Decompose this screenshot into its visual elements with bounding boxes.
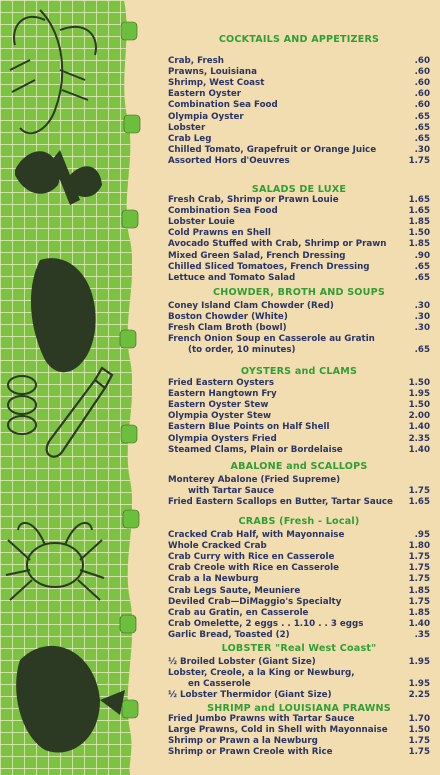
menu-item-name: Mixed Green Salad, French Dressing [168, 250, 346, 261]
section-heading-shrimp: SHRIMP and LOUISIANA PRAWNS [207, 703, 391, 714]
menu-item-price: 1.65 [408, 195, 430, 205]
menu-item-name: ½ Broiled Lobster (Giant Size) [168, 657, 316, 667]
menu-item-price: .60 [414, 67, 430, 78]
menu-item-price: 2.25 [408, 690, 430, 701]
menu-item-price: 1.85 [408, 239, 430, 250]
menu-item-price: 1.80 [408, 541, 430, 552]
menu-item-name: Coney Island Clam Chowder (Red) [168, 301, 334, 311]
menu-item [168, 217, 430, 228]
menu-item-name: Fresh Crab, Shrimp or Prawn Louie [168, 195, 339, 205]
menu-item-name: French Onion Soup en Casserole au Gratin [168, 334, 375, 345]
menu-item [168, 123, 430, 134]
menu-item [168, 195, 430, 206]
menu-item [168, 690, 430, 701]
section-heading-oysters: OYSTERS and CLAMS [240, 366, 358, 377]
menu-item [168, 434, 430, 445]
section-heading-salads: SALADS DE LUXE [251, 184, 347, 195]
menu-item-price: 1.40 [408, 422, 430, 433]
menu-item-price: .90 [414, 250, 430, 261]
menu-item [168, 112, 430, 123]
menu-item [168, 475, 430, 486]
menu-item-name: Fresh Clam Broth (bowl) [168, 323, 287, 334]
menu-item [168, 608, 430, 619]
menu-item-price: 1.75 [408, 155, 430, 166]
section-heading-cocktails: COCKTAILS AND APPETIZERS [218, 34, 380, 45]
menu-item-price: .65 [414, 345, 430, 356]
menu-item-price: 1.95 [408, 679, 430, 690]
menu-item [168, 67, 430, 78]
menu-item-name: Crab Omelette, 2 eggs . . 1.10 . . 3 eggs [168, 618, 364, 629]
menu-item-price: .30 [414, 312, 430, 323]
menu-item [168, 657, 430, 668]
menu-item [168, 486, 430, 497]
menu-item [168, 323, 430, 334]
menu-item [168, 228, 430, 239]
menu-item-name: Large Prawns, Cold in Shell with Mayonnaise [168, 725, 388, 736]
menu-item [168, 389, 430, 400]
menu-item-price: .30 [414, 301, 430, 311]
menu-item-price: .95 [414, 530, 430, 540]
menu-item-price: 1.65 [408, 497, 430, 508]
section-heading-chowder: CHOWDER, BROTH AND SOUPS [213, 287, 385, 298]
menu-item [168, 145, 430, 156]
menu-item-name: Lobster Louie [168, 217, 235, 228]
menu-item-name: Shrimp or Prawn Creole with Rice [168, 747, 333, 758]
menu-item-name: Olympia Oyster [168, 111, 244, 122]
menu-item [168, 597, 430, 608]
menu-item [168, 134, 430, 145]
menu-item [168, 78, 430, 89]
menu-item [168, 251, 430, 262]
menu-item-name: Lobster, Creole, a la King or Newburg, [168, 668, 355, 679]
menu-item [168, 301, 430, 312]
menu-item-price: 1.85 [408, 217, 430, 228]
menu-item [168, 736, 430, 747]
menu-item-name: with Tartar Sauce [188, 486, 274, 497]
menu-item [168, 400, 430, 411]
menu-item [168, 100, 430, 111]
menu-item [168, 574, 430, 585]
menu-item-name: Lobster [168, 122, 206, 133]
menu-item-price: 1.95 [408, 389, 430, 400]
menu-item-name: en Casserole [188, 679, 251, 690]
menu-item-name: Combination Sea Food [168, 100, 278, 111]
menu-item [168, 262, 430, 273]
menu-item-name: Eastern Blue Points on Half Shell [168, 422, 330, 433]
menu-item-price: 1.75 [408, 747, 430, 758]
menu-item-name: Eastern Oyster Stew [168, 400, 269, 411]
section-heading-lobster: LOBSTER "Real West Coast" [221, 643, 377, 654]
menu-item-name: Crab Leg [168, 133, 212, 144]
menu-item [168, 747, 430, 758]
menu-item-name: Eastern Oyster [168, 89, 242, 100]
menu-item-name: Crab a la Newburg [168, 574, 259, 585]
menu-item-price: 1.75 [408, 596, 430, 607]
menu-item-price: .65 [414, 111, 430, 122]
menu-item [168, 445, 430, 456]
menu-item-name: Combination Sea Food [168, 206, 278, 217]
menu-content [168, 0, 430, 775]
menu-item-name: Crab au Gratin, en Casserole [168, 607, 309, 618]
menu-item-price: .65 [414, 261, 430, 272]
menu-item-price: .65 [414, 122, 430, 133]
menu-item-price: .65 [414, 272, 430, 283]
menu-item-name: Lettuce and Tomato Salad [168, 272, 296, 283]
menu-item-name: Crab, Fresh [168, 56, 224, 66]
menu-item-price: .35 [414, 629, 430, 640]
menu-item-name: Prawns, Louisiana [168, 67, 257, 78]
menu-item [168, 422, 430, 433]
menu-item-name: Olympia Oysters Fried [168, 433, 277, 444]
menu-item-price: 1.40 [408, 444, 430, 455]
menu-item [168, 411, 430, 422]
menu-item-price: .65 [414, 133, 430, 144]
menu-item-name: Fried Jumbo Prawns with Tartar Sauce [168, 714, 355, 724]
menu-item-price: .60 [414, 100, 430, 111]
menu-item [168, 273, 430, 284]
menu-item-price: 1.50 [408, 228, 430, 239]
menu-item [168, 378, 430, 389]
menu-item-name: Monterey Abalone (Fried Supreme) [168, 475, 341, 485]
menu-item-price: 1.50 [408, 400, 430, 411]
menu-item-price: 1.95 [408, 657, 430, 667]
menu-item [168, 239, 430, 250]
menu-item-name: Chilled Tomato, Grapefruit or Orange Juice [168, 144, 377, 155]
menu-item [168, 56, 430, 67]
menu-item-price: 1.75 [408, 486, 430, 497]
menu-item [168, 312, 430, 323]
menu-item [168, 497, 430, 508]
menu-item-name: Avocado Stuffed with Crab, Shrimp or Prawn [168, 239, 387, 250]
menu-item-price: 1.65 [408, 206, 430, 217]
menu-item-name: Eastern Hangtown Fry [168, 389, 277, 400]
section-heading-abalone: ABALONE and SCALLOPS [230, 461, 368, 472]
menu-item-price: 2.35 [408, 433, 430, 444]
menu-item [168, 156, 430, 167]
menu-item-price: 1.85 [408, 585, 430, 596]
menu-item-name: Deviled Crab—DiMaggio's Specialty [168, 596, 342, 607]
menu-item-price: 1.75 [408, 563, 430, 574]
fishnet-illustration-panel [0, 0, 150, 775]
menu-item-name: Whole Cracked Crab [168, 541, 267, 552]
menu-item [168, 586, 430, 597]
menu-item-price: 1.75 [408, 574, 430, 585]
menu-item [168, 679, 430, 690]
menu-item-name: Chilled Sliced Tomatoes, French Dressing [168, 261, 370, 272]
menu-item-price: .60 [414, 56, 430, 66]
menu-item [168, 89, 430, 100]
menu-item [168, 630, 430, 641]
menu-item-name: Cold Prawns en Shell [168, 228, 271, 239]
menu-item-price: 2.00 [408, 411, 430, 422]
menu-item-price: 1.50 [408, 378, 430, 388]
menu-item-name: Fried Eastern Scallops en Butter, Tartar Sauce [168, 497, 393, 508]
menu-item [168, 541, 430, 552]
section-heading-crabs: CRABS (Fresh - Local) [238, 516, 360, 527]
menu-item-price: .30 [414, 323, 430, 334]
menu-item [168, 619, 430, 630]
menu-item [168, 563, 430, 574]
menu-item-price: 1.75 [408, 552, 430, 563]
menu-item [168, 206, 430, 217]
menu-item-price: 1.40 [408, 618, 430, 629]
menu-item-name: Shrimp or Prawn a la Newburg [168, 736, 318, 747]
menu-item [168, 334, 430, 345]
menu-item [168, 668, 430, 679]
menu-item-name: Boston Chowder (White) [168, 312, 288, 323]
menu-item-name: Shrimp, West Coast [168, 78, 265, 89]
menu-item [168, 345, 430, 356]
menu-item-price: .30 [414, 144, 430, 155]
menu-item [168, 714, 430, 725]
menu-item-price: .60 [414, 78, 430, 89]
menu-item-name: Assorted Hors d'Oeuvres [168, 155, 290, 166]
menu-item-name: Cracked Crab Half, with Mayonnaise [168, 530, 345, 540]
menu-item [168, 725, 430, 736]
menu-item-price: .60 [414, 89, 430, 100]
menu-item-price: 1.70 [408, 714, 430, 724]
menu-item-name: Crab Legs Saute, Meuniere [168, 585, 301, 596]
menu-item-price: 1.75 [408, 736, 430, 747]
menu-item-name: ½ Lobster Thermidor (Giant Size) [168, 690, 332, 701]
menu-item [168, 552, 430, 563]
menu-item-name: (to order, 10 minutes) [188, 345, 296, 356]
menu-item-name: Steamed Clams, Plain or Bordelaise [168, 444, 343, 455]
menu-item-name: Olympia Oyster Stew [168, 411, 272, 422]
menu-item [168, 530, 430, 541]
menu-item-name: Crab Creole with Rice en Casserole [168, 563, 339, 574]
menu-item-name: Garlic Bread, Toasted (2) [168, 629, 290, 640]
menu-item-name: Fried Eastern Oysters [168, 378, 275, 388]
menu-item-price: 1.50 [408, 725, 430, 736]
menu-item-price: 1.85 [408, 607, 430, 618]
menu-item-name: Crab Curry with Rice en Casserole [168, 552, 335, 563]
